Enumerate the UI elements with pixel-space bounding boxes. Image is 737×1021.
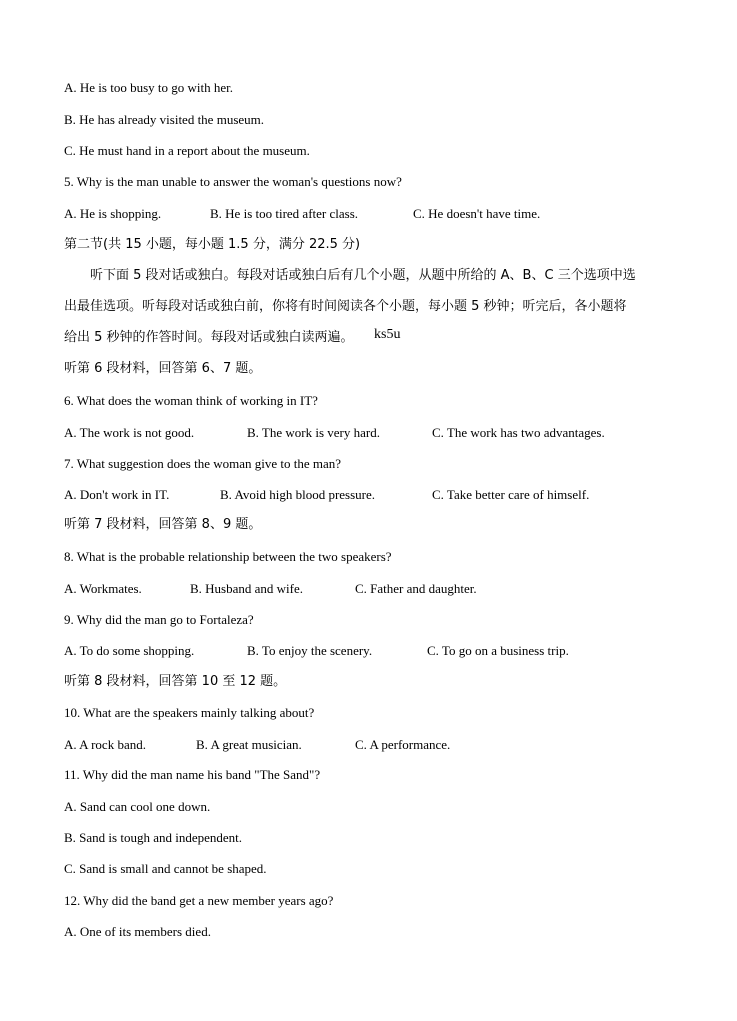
section2-instruction-line1: 听下面 5 段对话或独白。每段对话或独白后有几个小题，从题中所给的 A、B、C 三个选项中选 (90, 268, 636, 283)
q4-option-c: C. He must hand in a report about the museum. (64, 143, 310, 158)
q8-option-c: C. Father and daughter. (355, 581, 477, 596)
q10-option-a: A. A rock band. (64, 737, 146, 752)
q12-question: 12. Why did the band get a new member years ago? (64, 893, 334, 908)
material6-label: 听第 6 段材料，回答第 6、7 题。 (64, 361, 262, 376)
q11-option-a: A. Sand can cool one down. (64, 799, 211, 814)
q11-option-b: B. Sand is tough and independent. (64, 830, 243, 845)
q11-option-c: C. Sand is small and cannot be shaped. (64, 861, 267, 876)
q9-option-a: A. To do some shopping. (64, 643, 195, 658)
q8-option-b: B. Husband and wife. (190, 581, 304, 596)
q7-option-a: A. Don't work in IT. (64, 487, 170, 502)
material8-label: 听第 8 段材料，回答第 10 至 12 题。 (64, 674, 287, 689)
q8-question: 8. What is the probable relationship between the two speakers? (64, 549, 392, 564)
q6-option-c: C. The work has two advantages. (432, 425, 605, 440)
q12-option-a: A. One of its members died. (64, 924, 211, 939)
q7-option-c: C. Take better care of himself. (432, 487, 590, 502)
q6-question: 6. What does the woman think of working in IT? (64, 393, 318, 408)
q10-option-c: C. A performance. (355, 737, 451, 752)
watermark: ks5u (374, 327, 401, 342)
material7-label: 听第 7 段材料，回答第 8、9 题。 (64, 517, 262, 532)
q5-option-b: B. He is too tired after class. (210, 206, 359, 221)
q11-question: 11. Why did the man name his band "The Sand"? (64, 767, 321, 782)
q9-option-c: C. To go on a business trip. (427, 643, 569, 658)
q7-option-b: B. Avoid high blood pressure. (220, 487, 376, 502)
q10-option-b: B. A great musician. (196, 737, 302, 752)
section2-instruction-line2: 出最佳选项。听每段对话或独白前，你将有时间阅读各个小题，每小题 5 秒钟；听完后，各小题将 (64, 299, 627, 314)
q6-option-b: B. The work is very hard. (247, 425, 380, 440)
q5-option-a: A. He is shopping. (64, 206, 162, 221)
q10-question: 10. What are the speakers mainly talking about? (64, 705, 315, 720)
q6-option-a: A. The work is not good. (64, 425, 195, 440)
q5-option-c: C. He doesn't have time. (413, 206, 541, 221)
section2-heading: 第二节(共 15 小题，每小题 1.5 分，满分 22.5 分) (64, 237, 361, 252)
q9-option-b: B. To enjoy the scenery. (247, 643, 373, 658)
q4-option-b: B. He has already visited the museum. (64, 112, 265, 127)
section2-instruction-line3: 给出 5 秒钟的作答时间。每段对话或独白读两遍。 (64, 330, 354, 345)
q9-question: 9. Why did the man go to Fortaleza? (64, 612, 254, 627)
q4-option-a: A. He is too busy to go with her. (64, 80, 233, 95)
q8-option-a: A. Workmates. (64, 581, 142, 596)
q5-question: 5. Why is the man unable to answer the woman's questions now? (64, 174, 402, 189)
q7-question: 7. What suggestion does the woman give to the man? (64, 456, 342, 471)
